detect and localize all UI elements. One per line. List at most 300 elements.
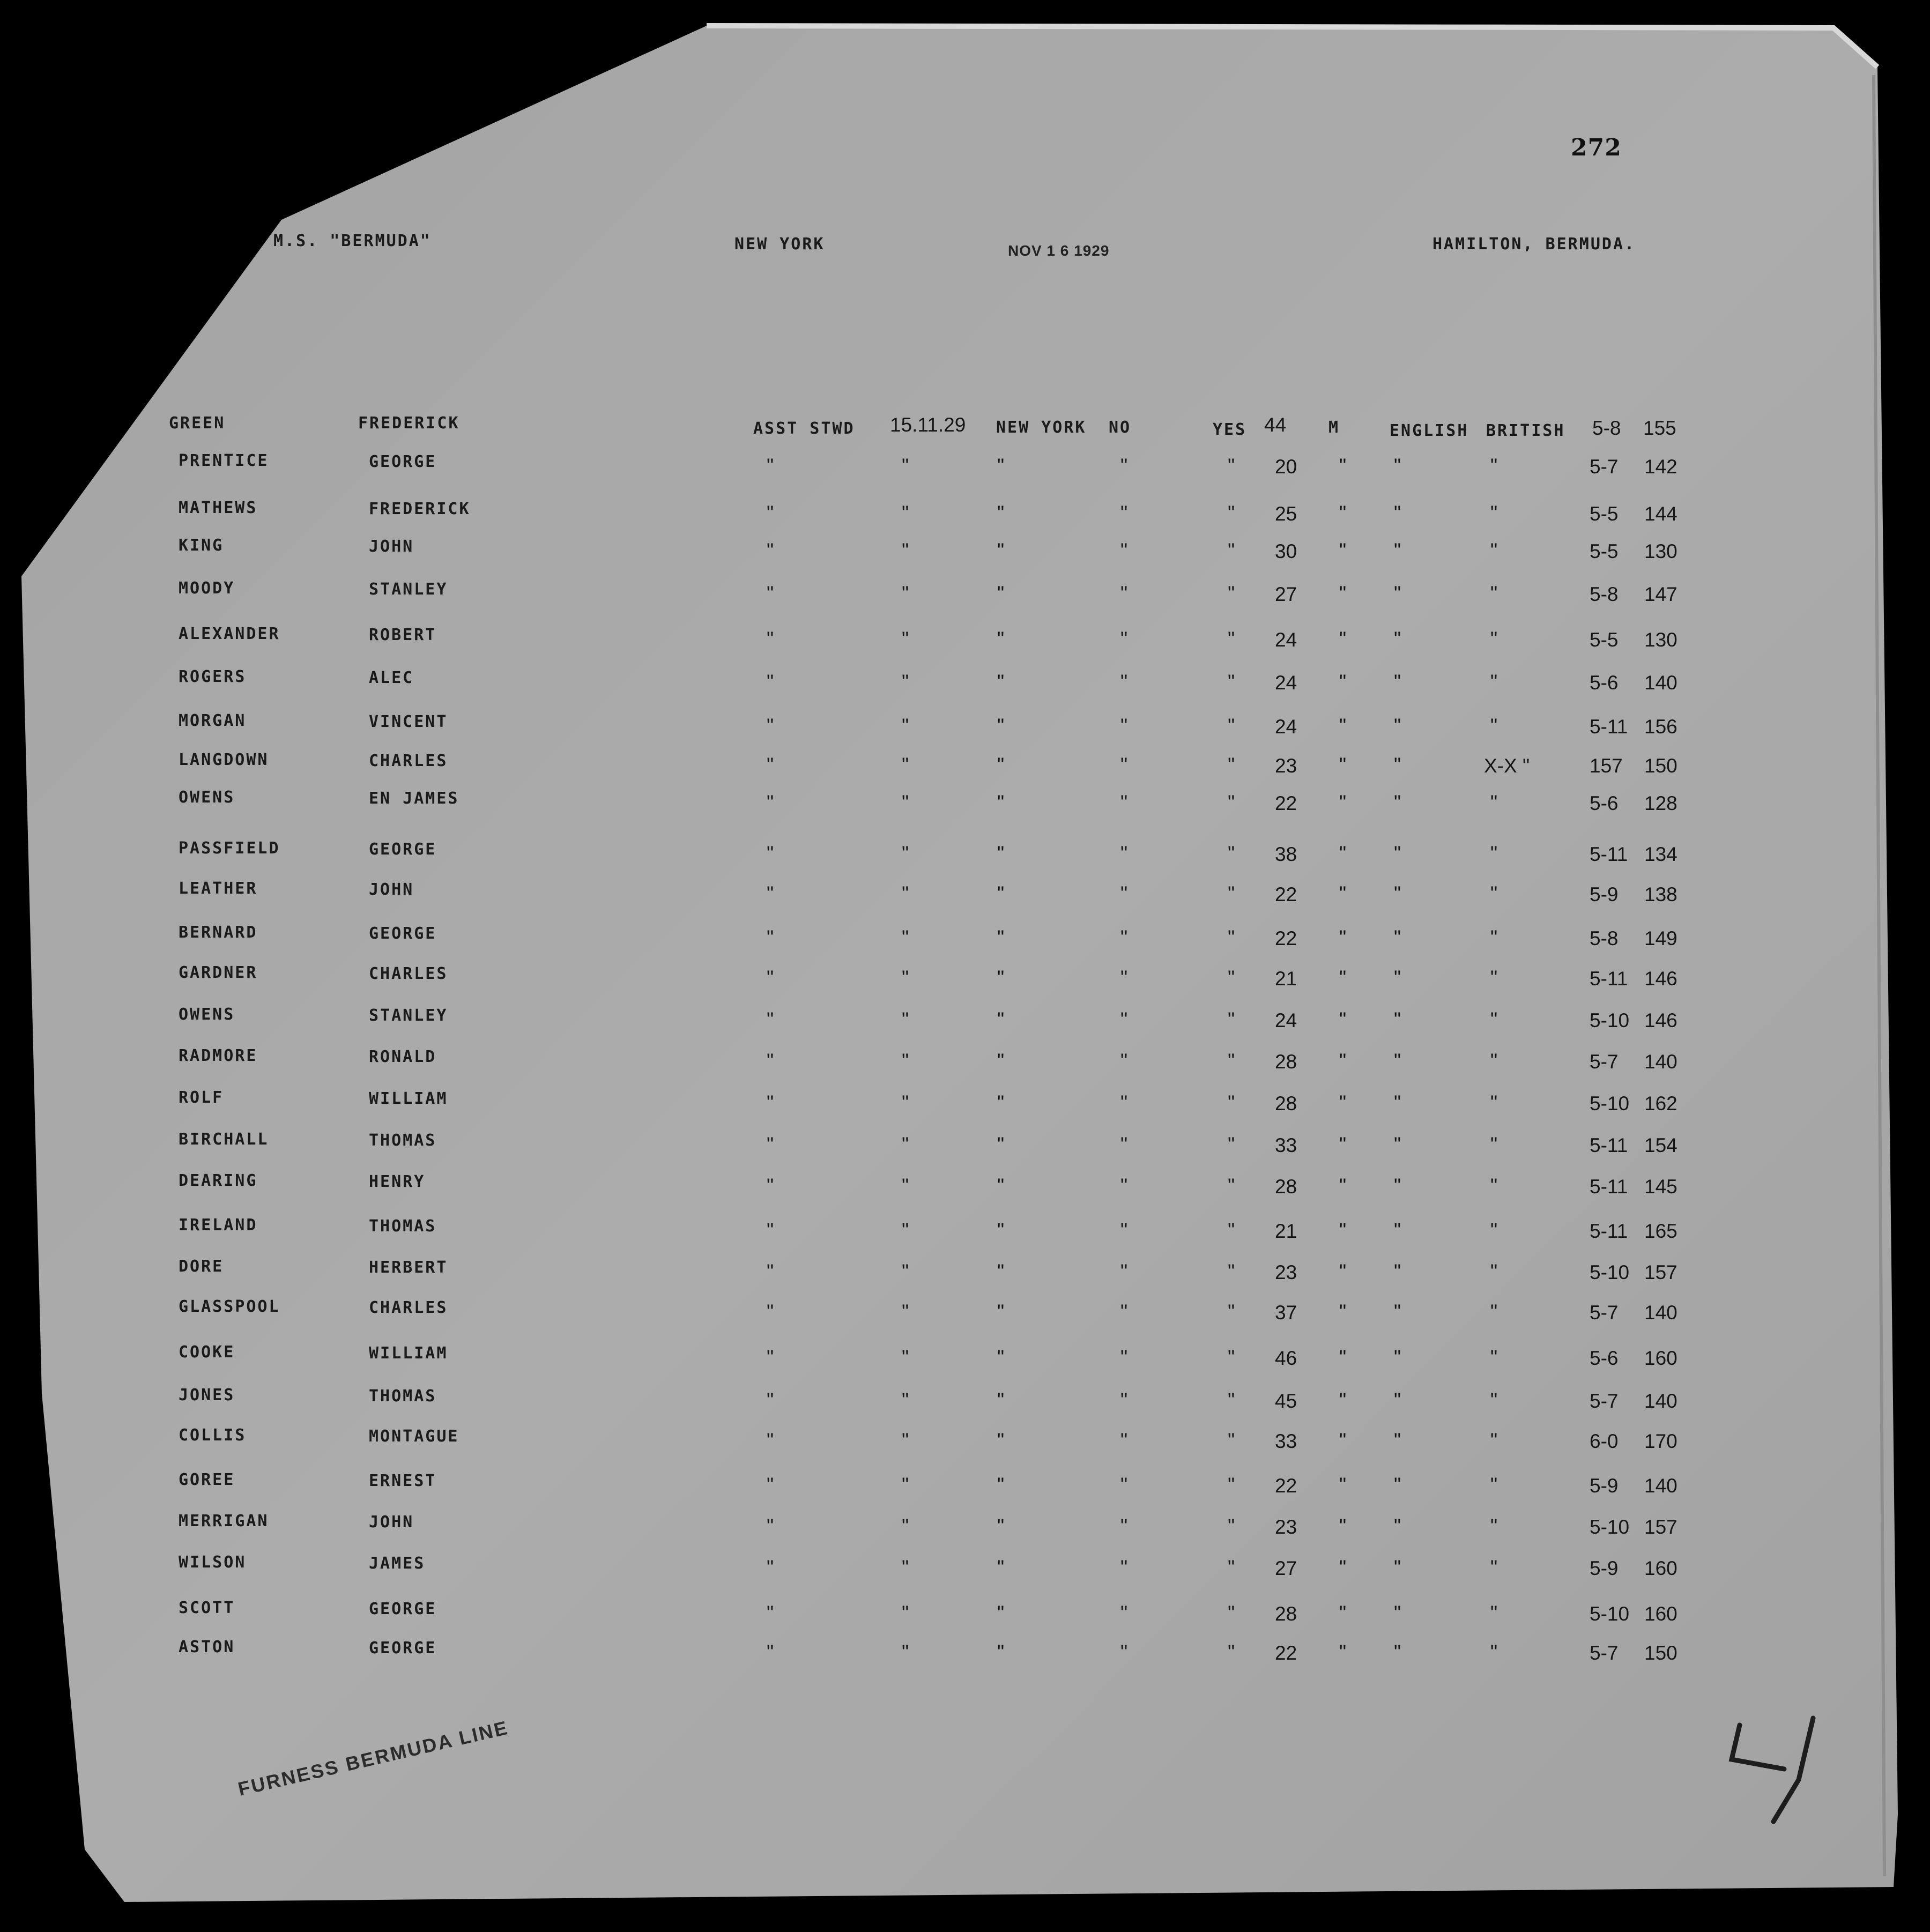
nationality: BRITISH [1486,421,1565,440]
ditto-position: " [767,502,774,524]
crew-row [0,788,1930,820]
ditto-position: " [767,1219,774,1241]
ditto-yes: " [1228,926,1235,948]
ditto-sex: " [1339,671,1347,693]
ditto-language: " [1394,842,1401,864]
surname: ALEXANDER [179,625,280,643]
nationality-correction: X-X " [1484,755,1530,777]
ditto-date: " [902,1515,909,1537]
ditto-no: " [1120,1133,1128,1155]
ditto-yes: " [1228,1474,1235,1496]
given-name: CHARLES [369,964,448,983]
age: 38 [1275,843,1297,865]
ditto-position: " [767,1301,774,1322]
height: 5-5 [1590,540,1619,562]
ditto-position: " [767,671,774,693]
ditto-position: " [767,926,774,948]
ditto-nationality: " [1490,1091,1498,1113]
age: 22 [1275,927,1297,949]
age: 24 [1275,716,1297,738]
ditto-yes: " [1228,1260,1235,1282]
ditto-no: " [1120,1602,1128,1624]
ditto-yes: " [1228,539,1235,561]
given-name: STANLEY [369,1006,448,1025]
surname: OWENS [179,1005,235,1024]
ditto-date: " [902,1602,909,1624]
crew-row [0,1470,1930,1503]
ditto-sex: " [1339,1429,1347,1451]
ditto-language: " [1394,1175,1401,1197]
weight: 157 [1644,1261,1677,1283]
age: 21 [1275,968,1297,990]
ditto-language: " [1394,1556,1401,1578]
ditto-no: " [1120,539,1128,561]
ditto-nationality: " [1490,1301,1498,1322]
age: 28 [1275,1051,1297,1073]
ditto-no: " [1120,842,1128,864]
ditto-date: " [902,1260,909,1282]
col-yes: YES [1213,420,1247,439]
surname: ASTON [179,1638,235,1656]
crew-row [0,536,1930,568]
weight: 150 [1644,1642,1677,1664]
surname: ROLF [179,1088,224,1107]
given-name: HENRY [369,1172,426,1191]
ditto-nationality: " [1490,715,1498,737]
ditto-nationality: " [1490,1346,1498,1368]
ditto-sex: " [1339,1219,1347,1241]
ditto-place: " [997,1050,1005,1072]
ditto-yes: " [1228,715,1235,737]
ditto-sex: " [1339,1133,1347,1155]
ditto-no: " [1120,671,1128,693]
ditto-yes: " [1228,882,1235,904]
ditto-place: " [997,1133,1005,1155]
ditto-sex: " [1339,1050,1347,1072]
surname: GARDNER [179,963,258,982]
ditto-nationality: " [1490,1008,1498,1030]
height: 5-6 [1590,1347,1619,1369]
ditto-place: " [997,926,1005,948]
ditto-no: " [1120,967,1128,989]
height: 5-11 [1590,716,1628,738]
ditto-no: " [1120,1219,1128,1241]
ditto-place: " [997,1301,1005,1322]
crew-row [0,1599,1930,1631]
crew-row [0,1343,1930,1375]
ditto-position: " [767,842,774,864]
ditto-language: " [1394,502,1401,524]
ditto-place: " [997,1515,1005,1537]
height: 5-10 [1590,1516,1630,1538]
ditto-date: " [902,1008,909,1030]
surname: COOKE [179,1343,235,1362]
ditto-language: " [1394,1641,1401,1663]
ditto-position: " [767,1474,774,1496]
ditto-yes: " [1228,967,1235,989]
ditto-no: " [1120,1389,1128,1411]
weight: 154 [1644,1134,1677,1156]
ditto-yes: " [1228,791,1235,813]
given-name: GEORGE [369,1600,437,1618]
ditto-place: " [997,754,1005,776]
ditto-date: " [902,842,909,864]
ditto-yes: " [1228,1515,1235,1537]
height: 5-8 [1590,583,1619,605]
surname: BIRCHALL [179,1130,269,1149]
crew-row [0,499,1930,531]
height: 5-7 [1590,456,1619,478]
crew-row [0,1005,1930,1037]
ditto-position: " [767,628,774,650]
age: 24 [1275,1009,1297,1031]
ditto-yes: " [1228,1133,1235,1155]
ditto-place: " [997,455,1005,477]
surname: GLASSPOOL [179,1297,280,1316]
ditto-nationality: " [1490,1050,1498,1072]
ditto-nationality: " [1490,791,1498,813]
ditto-position: " [767,455,774,477]
departure-port: HAMILTON, BERMUDA. [1432,235,1636,254]
height: 5-9 [1590,1475,1619,1497]
crew-row [0,1426,1930,1458]
ditto-no: " [1120,1556,1128,1578]
ditto-date: " [902,1133,909,1155]
weight: 149 [1644,927,1677,949]
ditto-sex: " [1339,1091,1347,1113]
surname: ROGERS [179,667,247,686]
ditto-position: " [767,1133,774,1155]
ditto-place: " [997,502,1005,524]
height: 5-10 [1590,1603,1630,1625]
age: 25 [1275,503,1297,525]
date-stamp: NOV 1 6 1929 [1008,242,1110,259]
ditto-date: " [902,967,909,989]
given-name: VINCENT [369,712,448,731]
age: 44 [1264,414,1287,436]
age: 24 [1275,629,1297,651]
ditto-nationality: " [1490,967,1498,989]
weight: 140 [1644,1051,1677,1073]
ditto-sex: " [1339,582,1347,604]
ditto-position: " [767,1175,774,1197]
age: 22 [1275,883,1297,905]
given-name: ALEC [369,668,414,687]
given-name: HERBERT [369,1258,448,1277]
age: 27 [1275,583,1297,605]
ditto-place: " [997,1556,1005,1578]
ditto-sex: " [1339,1556,1347,1578]
height: 5-6 [1590,672,1619,694]
ditto-nationality: " [1490,882,1498,904]
ditto-nationality: " [1490,1641,1498,1663]
given-name: CHARLES [369,1298,448,1317]
surname: RADMORE [179,1046,258,1065]
ditto-date: " [902,628,909,650]
surname: GOREE [179,1470,235,1489]
surname: GREEN [169,414,226,433]
ditto-date: " [902,1474,909,1496]
surname: PRENTICE [179,451,269,470]
given-name: GEORGE [369,924,437,943]
ditto-nationality: " [1490,582,1498,604]
ditto-no: " [1120,1091,1128,1113]
ditto-language: " [1394,1133,1401,1155]
ditto-language: " [1394,791,1401,813]
height: 5-7 [1590,1642,1619,1664]
ditto-no: " [1120,1008,1128,1030]
ditto-sex: " [1339,1602,1347,1624]
height: 5-7 [1590,1302,1619,1324]
ditto-position: " [767,582,774,604]
height: 5-11 [1590,843,1628,865]
ditto-yes: " [1228,1602,1235,1624]
given-name: JOHN [369,880,414,899]
height: 5-11 [1590,1134,1628,1156]
surname: IRELAND [179,1216,258,1235]
ditto-date: " [902,1641,909,1663]
surname: COLLIS [179,1426,247,1445]
ditto-nationality: " [1490,1515,1498,1537]
age: 23 [1275,1261,1297,1283]
ditto-nationality: " [1490,1219,1498,1241]
ditto-nationality: " [1490,1133,1498,1155]
weight: 165 [1644,1220,1677,1242]
given-name: ERNEST [369,1472,437,1490]
given-name: WILLIAM [369,1344,448,1363]
ditto-position: " [767,967,774,989]
ditto-yes: " [1228,1008,1235,1030]
ditto-position: " [767,1091,774,1113]
ditto-place: " [997,791,1005,813]
ditto-position: " [767,1602,774,1624]
ditto-yes: " [1228,1556,1235,1578]
given-name: GEORGE [369,840,437,859]
ditto-place: " [997,1008,1005,1030]
ditto-language: " [1394,1429,1401,1451]
height: 5-10 [1590,1093,1630,1114]
height: 5-9 [1590,1557,1619,1579]
weight: 138 [1644,883,1677,905]
ditto-date: " [902,671,909,693]
ditto-position: " [767,1346,774,1368]
ditto-place: " [997,842,1005,864]
ditto-language: " [1394,582,1401,604]
given-name: THOMAS [369,1131,437,1150]
given-name: THOMAS [369,1387,437,1406]
ditto-language: " [1394,1091,1401,1113]
page-number: 272 [1571,134,1622,161]
given-name: FREDERICK [358,414,460,433]
ditto-yes: " [1228,628,1235,650]
ditto-sex: " [1339,455,1347,477]
surname: WILSON [179,1553,247,1572]
ditto-sex: " [1339,1008,1347,1030]
age: 23 [1275,755,1297,777]
ditto-date: " [902,1556,909,1578]
ditto-no: " [1120,791,1128,813]
ditto-place: " [997,1260,1005,1282]
ditto-no: " [1120,926,1128,948]
age: 28 [1275,1093,1297,1114]
ditto-nationality: " [1490,1474,1498,1496]
ditto-sex: " [1339,1515,1347,1537]
ditto-sex: " [1339,926,1347,948]
weight: 162 [1644,1093,1677,1114]
crew-row [0,1553,1930,1585]
ditto-date: " [902,1175,909,1197]
ditto-no: " [1120,1429,1128,1451]
ditto-position: " [767,754,774,776]
ditto-position: " [767,1429,774,1451]
weight: 170 [1644,1430,1677,1452]
position: ASST STWD [753,419,855,438]
ditto-nationality: " [1490,1175,1498,1197]
crew-row-first [0,414,1930,446]
crew-row [0,1512,1930,1544]
ditto-no: " [1120,1175,1128,1197]
given-name: ROBERT [369,626,437,644]
ditto-date: " [902,1346,909,1368]
ditto-yes: " [1228,1219,1235,1241]
ditto-language: " [1394,882,1401,904]
weight: 160 [1644,1557,1677,1579]
ditto-language: " [1394,671,1401,693]
ditto-position: " [767,791,774,813]
ditto-nationality: " [1490,1429,1498,1451]
crew-row [0,1638,1930,1670]
ditto-date: " [902,539,909,561]
ditto-place: " [997,671,1005,693]
crew-row [0,1216,1930,1248]
age: 28 [1275,1603,1297,1625]
engagement-date: 15.11.29 [890,414,966,436]
ditto-yes: " [1228,1641,1235,1663]
weight: 147 [1644,583,1677,605]
given-name: FREDERICK [369,500,471,518]
ditto-no: " [1120,1474,1128,1496]
weight: 130 [1644,540,1677,562]
ditto-language: " [1394,967,1401,989]
ditto-nationality: " [1490,1556,1498,1578]
ditto-yes: " [1228,1091,1235,1113]
ditto-position: " [767,1641,774,1663]
surname: MOODY [179,579,235,598]
crew-row [0,711,1930,744]
ditto-yes: " [1228,582,1235,604]
surname: BERNARD [179,923,258,942]
ditto-language: " [1394,628,1401,650]
ditto-no: " [1120,1260,1128,1282]
crew-row [0,750,1930,783]
weight: 150 [1644,755,1677,777]
ditto-date: " [902,754,909,776]
ditto-sex: " [1339,502,1347,524]
height: 5-10 [1590,1009,1630,1031]
given-name: GEORGE [369,1639,437,1658]
ditto-place: " [997,1389,1005,1411]
ditto-position: " [767,1556,774,1578]
age: 45 [1275,1390,1297,1412]
height: 157 [1590,755,1623,777]
height: 6-0 [1590,1430,1619,1452]
ditto-place: " [997,539,1005,561]
ditto-position: " [767,1260,774,1282]
ditto-position: " [767,1515,774,1537]
ditto-sex: " [1339,842,1347,864]
ditto-yes: " [1228,1050,1235,1072]
ditto-place: " [997,1474,1005,1496]
ditto-language: " [1394,539,1401,561]
ditto-language: " [1394,715,1401,737]
ditto-position: " [767,1050,774,1072]
height: 5-8 [1590,927,1619,949]
weight: 134 [1644,843,1677,865]
ditto-language: " [1394,1260,1401,1282]
surname: MORGAN [179,711,247,730]
ditto-place: " [997,715,1005,737]
age: 33 [1275,1430,1297,1452]
ditto-date: " [902,926,909,948]
ditto-no: " [1120,502,1128,524]
ditto-sex: " [1339,754,1347,776]
surname: LANGDOWN [179,750,269,769]
surname: DORE [179,1257,224,1276]
ditto-sex: " [1339,1641,1347,1663]
ditto-sex: " [1339,882,1347,904]
crew-row [0,1257,1930,1289]
ditto-language: " [1394,1474,1401,1496]
ditto-nationality: " [1490,502,1498,524]
ditto-place: " [997,1429,1005,1451]
ditto-date: " [902,1389,909,1411]
ditto-sex: " [1339,791,1347,813]
crew-row [0,1386,1930,1418]
surname: JONES [179,1386,235,1405]
weight: 130 [1644,629,1677,651]
height: 5-5 [1590,503,1619,525]
col-no: NO [1109,418,1132,437]
height: 5-7 [1590,1390,1619,1412]
given-name: RONALD [369,1047,437,1066]
crew-row [0,923,1930,955]
ditto-language: " [1394,1389,1401,1411]
ditto-language: " [1394,754,1401,776]
age: 27 [1275,1557,1297,1579]
ditto-no: " [1120,1301,1128,1322]
ditto-date: " [902,1219,909,1241]
line-stamp: FURNESS BERMUDA LINE [236,1716,511,1800]
ditto-nationality: " [1490,1389,1498,1411]
ditto-yes: " [1228,754,1235,776]
ditto-position: " [767,715,774,737]
ditto-date: " [902,1301,909,1322]
crew-row [0,579,1930,611]
weight: 146 [1644,968,1677,990]
ditto-yes: " [1228,1346,1235,1368]
ditto-place: " [997,1602,1005,1624]
ditto-sex: " [1339,1346,1347,1368]
ditto-language: " [1394,1346,1401,1368]
ditto-date: " [902,582,909,604]
surname: PASSFIELD [179,839,280,858]
age: 28 [1275,1176,1297,1198]
ditto-date: " [902,791,909,813]
surname: DEARING [179,1171,258,1190]
crew-row [0,1130,1930,1162]
surname: LEATHER [179,879,258,898]
ditto-sex: " [1339,1260,1347,1282]
